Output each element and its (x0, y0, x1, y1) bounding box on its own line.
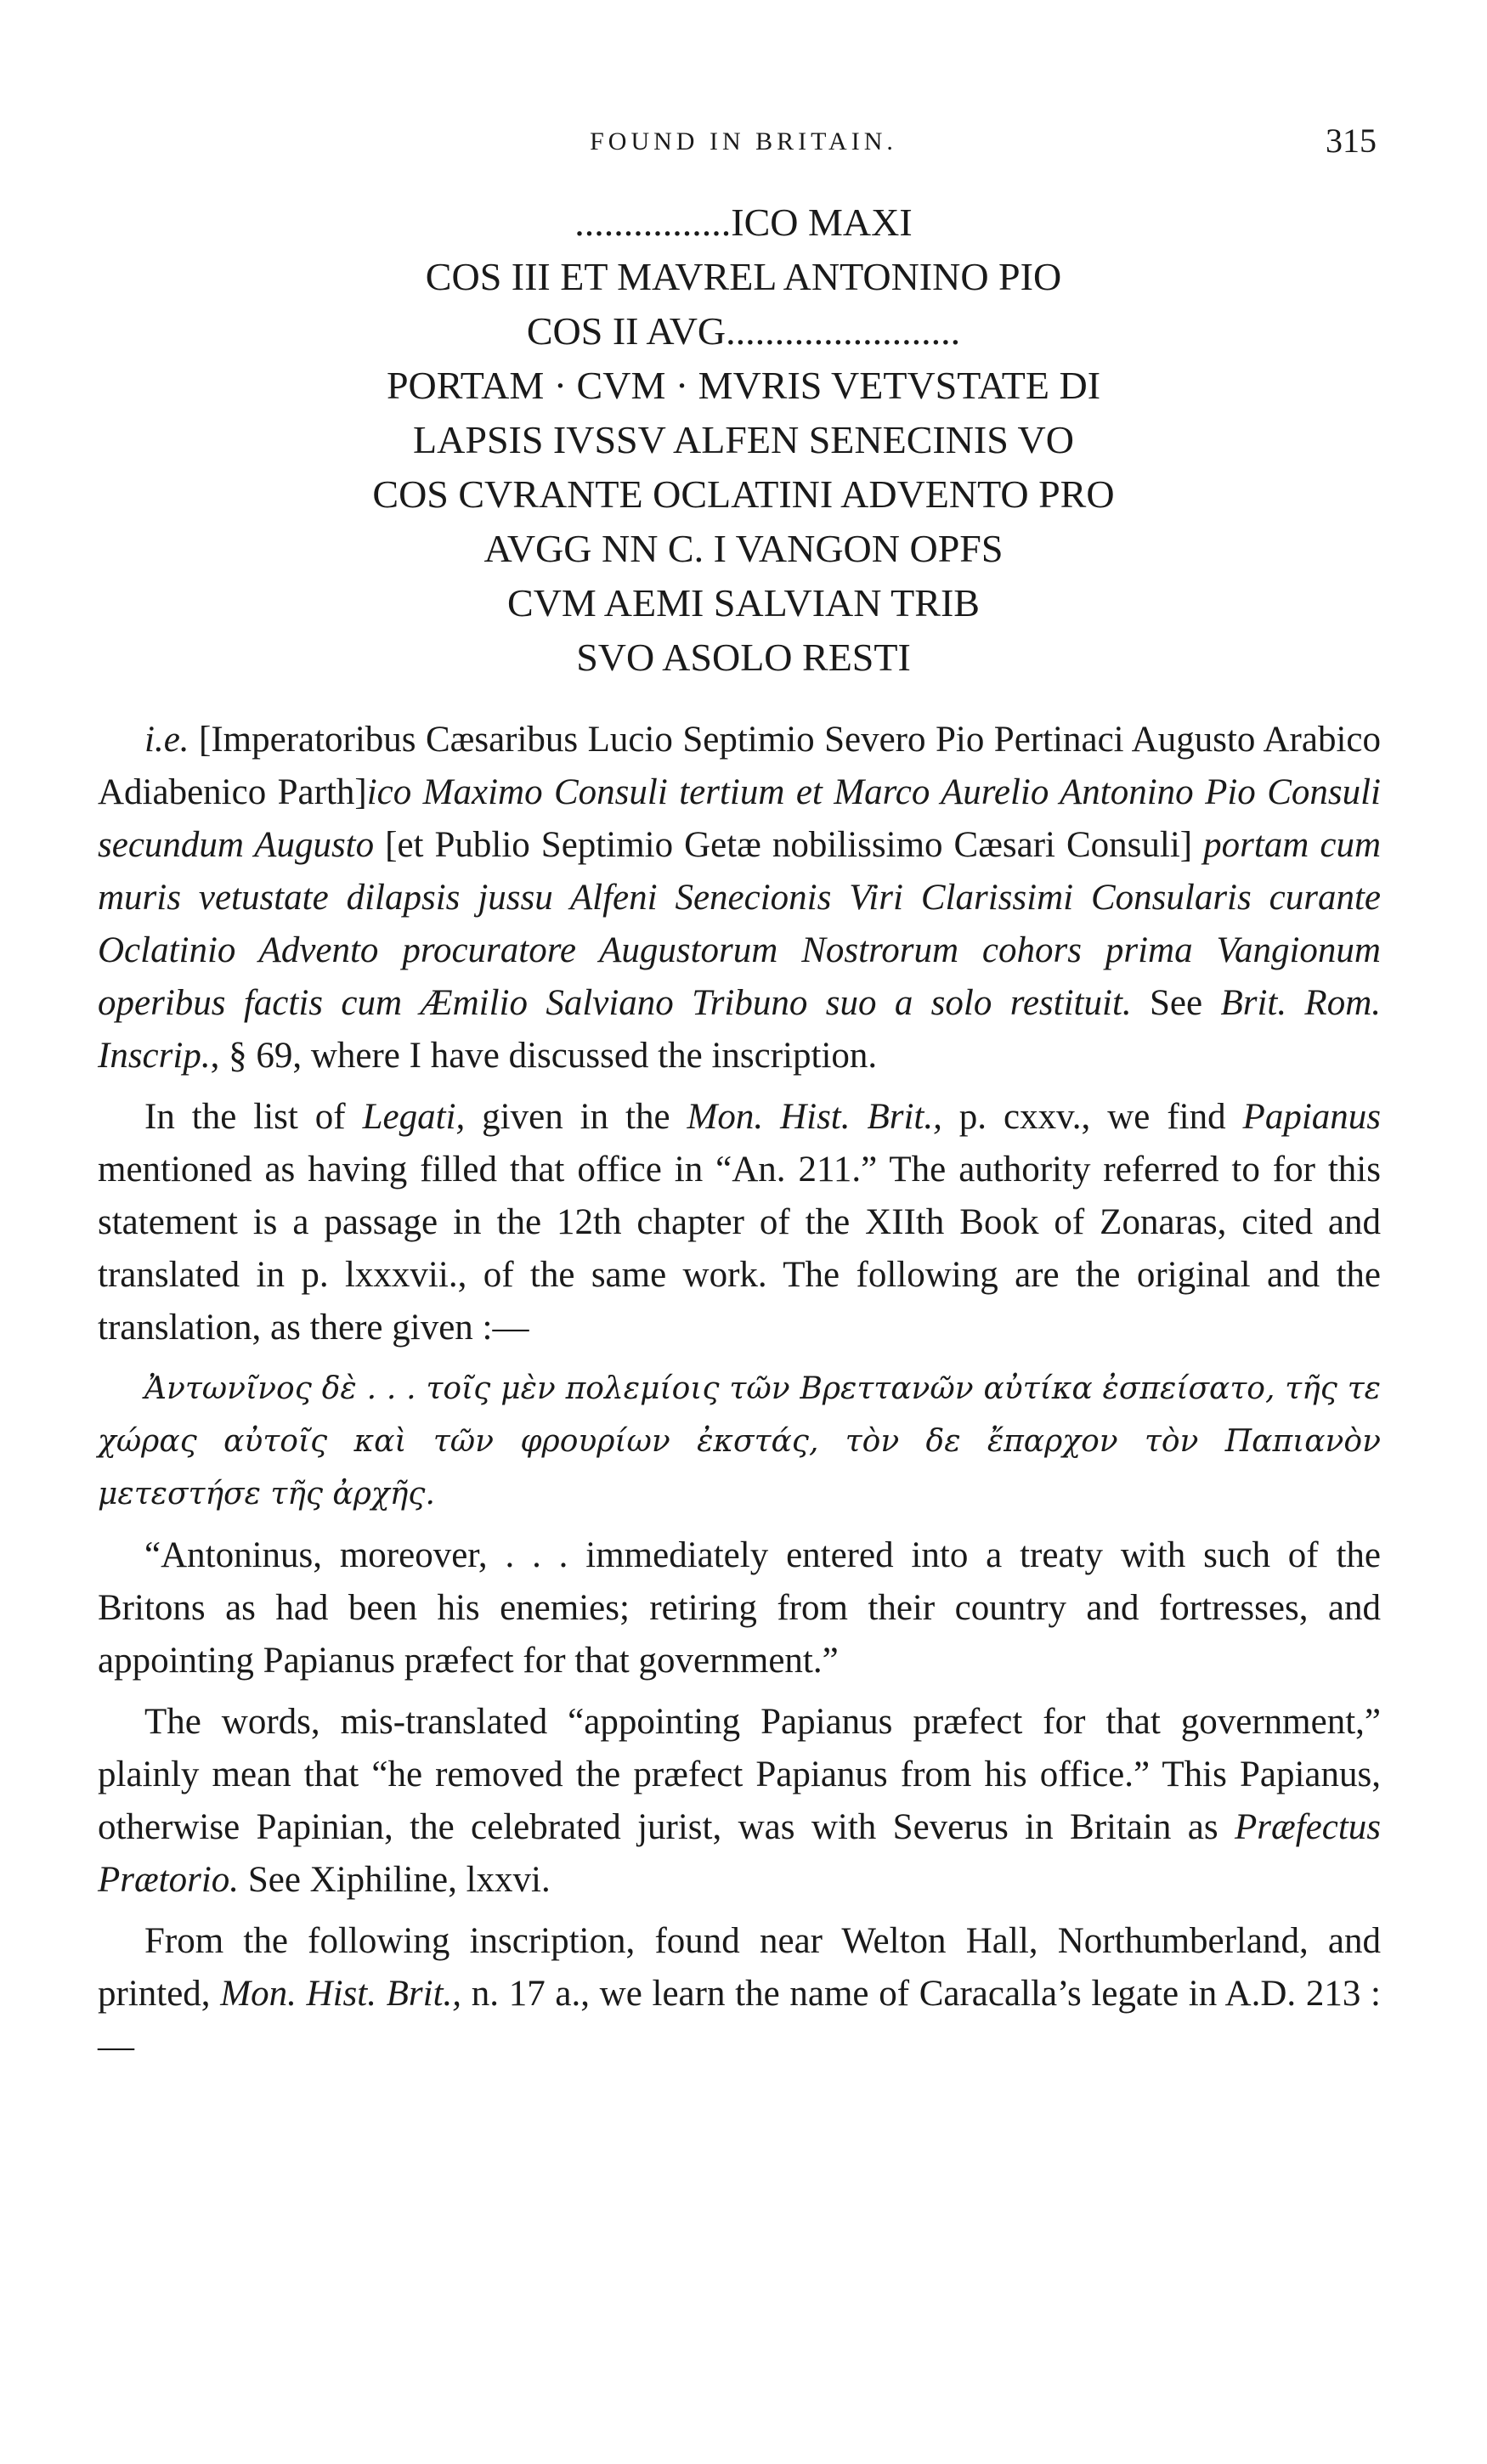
text-run: See Xiphiline, lxxvi. (239, 1860, 551, 1900)
running-title: FOUND IN BRITAIN. (590, 127, 897, 155)
inscription-line: LAPSIS IVSSV ALFEN SENECINIS VO (413, 418, 1074, 461)
citation: Mon. Hist. Brit., (687, 1097, 942, 1137)
text-run: mentioned as having filled that office in “An. 211.” The authority referred to for this statement is a passage in the 12th chapter of the XIIth Book of Zonaras, cited and translated in p. lxxxvii., of the same work. The following are the original and the translation, as there given :— (98, 1150, 1381, 1348)
inscription-line: AVGG NN C. I VANGON OPFS (483, 527, 1004, 570)
text-run: n. 17 a., we learn the name of Caracalla’s legate in A.D. 213 :— (98, 1974, 1381, 2066)
paragraph-expansion (98, 714, 1381, 1082)
text-run: given in the (465, 1097, 687, 1137)
paragraph-legati (98, 1091, 1381, 1354)
text-run: [et Publio Septimio Getæ nobilissimo Cæsari Consuli] (374, 825, 1204, 865)
text-run: See (1131, 983, 1221, 1023)
body-text (98, 714, 1381, 2082)
page-number: 315 (1326, 122, 1377, 160)
inscription-line: CVM AEMI SALVIAN TRIB (507, 581, 980, 624)
paragraph-welton-hall (98, 1915, 1381, 2073)
text-run-italic: ico Maximo Consuli tertium et Marco Aurelio Antonino Pio Consuli secundum Augusto (98, 772, 1382, 865)
inscription-line: SVO ASOLO RESTI (576, 636, 911, 679)
text-run: From the following inscription, found near Welton Hall, Northumberland, and printed, (98, 1921, 1381, 2014)
inscription-block (102, 195, 1385, 685)
text-run-italic: Legati, (362, 1097, 466, 1137)
text-run-italic: portam cum muris vetustate dilapsis jussu Alfeni Senecionis Viri Clarissimi Consularis curante Oclatinio Advento procuratore Augustorum Nostrorum cohors prima Vangionum operibus factis cum Æmilio Salviano Tribuno suo a solo restituit. (98, 825, 1381, 1023)
inscription-line: PORTAM · CVM · MVRIS VETVSTATE DI (386, 364, 1101, 407)
ie-abbrev: i.e. (144, 720, 189, 760)
text-run: The words, mis-translated “appointing Papianus præfect for that government,” plainly mean that “he removed the præfect Papianus from his office.” This Papianus, otherwise Papinian, the celebrated jurist, was with Severus in Britain as (98, 1702, 1381, 1847)
text-run-italic: Papianus (1242, 1097, 1381, 1137)
page-header (102, 121, 1385, 163)
greek-quotation: Ἀντωνῖνος δὲ . . . τοῖς μὲν πολεμίοις τῶν Βρεττανῶν αὐτίκα ἐσπείσατο, τῆς τε χώρας αὐτοῖς καὶ τῶν φρουρίων ἐκστάς, τὸν δε ἔπαρχον τὸν Παπιανὸν μετεστήσε τῆς ἀρχῆς. (98, 1371, 1381, 1512)
inscription-line: COS II AVG........................ (526, 309, 961, 353)
text-run: , § 69, where I have discussed the inscription. (210, 1036, 878, 1076)
paragraph-mistranslation (98, 1696, 1381, 1907)
paragraph-translation: “Antoninus, moreover, . . . immediately entered into a treaty with such of the Britons as had been his enemies; retiring from their country and fortresses, and appointing Papianus præfect for that government.” (98, 1535, 1381, 1681)
inscription-line: ................ICO MAXI (574, 201, 913, 244)
text-run-italic: Præfectus Prætorio. (98, 1807, 1381, 1900)
inscription-line: COS III ET MAVREL ANTONINO PIO (425, 255, 1062, 298)
text-run: p. cxxv., we find (941, 1097, 1243, 1137)
text-run: [Imperatoribus Cæsaribus Lucio Septimio Severo Pio Pertinaci Augusto Arabico Adiabenico Parth] (98, 720, 1381, 812)
citation: Brit. Rom. Inscrip. (98, 983, 1382, 1076)
inscription-line: COS CVRANTE OCLATINI ADVENTO PRO (372, 472, 1115, 516)
text-run: In the list of (144, 1097, 363, 1137)
citation: Mon. Hist. Brit., (220, 1974, 462, 2014)
